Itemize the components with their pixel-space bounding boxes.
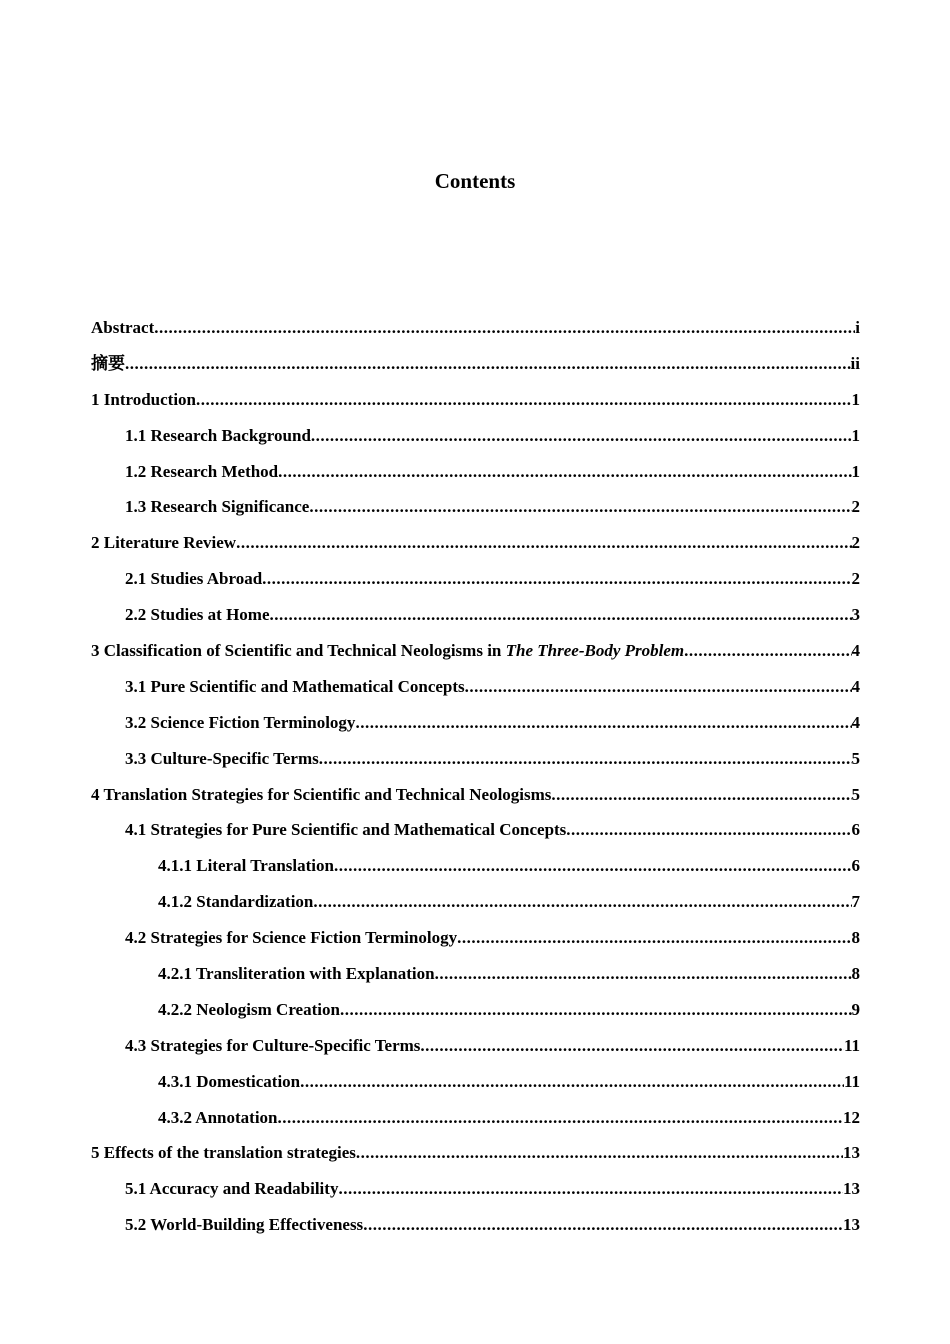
toc-entry[interactable]: [91, 495, 860, 531]
toc-entry[interactable]: [91, 639, 860, 675]
toc-dot-leader: [313, 890, 851, 914]
toc-entry-title-text: 1 Introduction: [91, 389, 197, 409]
toc-entry-page-number: 13: [843, 1179, 860, 1199]
toc-entry-title: [91, 639, 684, 663]
toc-entry[interactable]: [91, 388, 860, 424]
toc-dot-leader: [334, 854, 852, 878]
toc-entry[interactable]: [91, 675, 860, 711]
toc-dot-leader: [338, 1177, 843, 1201]
toc-entry-title-text: 4.2.2 Neologism Creation: [158, 999, 340, 1019]
toc-entry-page-number: 1: [851, 461, 860, 481]
toc-entry-page-number: 2: [851, 497, 860, 517]
toc-dot-leader: [356, 1141, 843, 1165]
toc-entry[interactable]: [91, 1106, 860, 1142]
toc-dot-leader: [363, 1213, 843, 1237]
toc-entry-page-number: 3: [851, 605, 860, 625]
toc-entry[interactable]: [91, 1070, 860, 1106]
toc-entry-page-number: 4: [851, 641, 860, 661]
toc-entry-title-text: 5 Effects of the translation strategies: [91, 1143, 356, 1163]
toc-entry-title-text: 3.2 Science Fiction Terminology: [125, 712, 356, 732]
toc-entry[interactable]: [91, 531, 860, 567]
toc-entry-page-number: i: [855, 318, 860, 337]
toc-entry-page-number: 7: [851, 892, 860, 912]
toc-entry-title-text: 4 Translation Strategies for Scientific and Technical Neologisms: [91, 784, 552, 804]
toc-entry-title: [125, 603, 270, 627]
toc-dot-leader: [300, 1070, 844, 1094]
toc-entry-page-number: 8: [851, 928, 860, 948]
toc-entry-page-number: 2: [851, 569, 860, 589]
toc-entry[interactable]: [91, 818, 860, 854]
toc-entry-title-text: 4.2 Strategies for Science Fiction Terminology: [125, 928, 458, 948]
toc-entry[interactable]: [91, 890, 860, 926]
toc-entry-title-text: 2 Literature Review: [91, 533, 237, 553]
toc-entry-title: [91, 316, 154, 340]
toc-dot-leader: [684, 639, 851, 663]
toc-entry-title-text: 3 Classification of Scientific and Technical Neologisms in: [91, 641, 506, 661]
toc-dot-leader: [236, 531, 851, 555]
toc-entry-page-number: 11: [843, 1035, 860, 1055]
toc-entry-page-number: 13: [843, 1143, 860, 1163]
toc-entry-page-number: 2: [851, 533, 860, 553]
toc-dot-leader: [125, 352, 851, 376]
toc-entry-title-text: 4.3.2 Annotation: [158, 1107, 278, 1127]
toc-entry-title-text: 2.2 Studies at Home: [125, 605, 270, 625]
toc-dot-leader: [319, 747, 852, 771]
toc-dot-leader: [435, 962, 852, 986]
toc-dot-leader: [278, 1106, 844, 1130]
toc-entry-title-italic: The Three-Body Problem: [505, 641, 685, 661]
toc-entry-page-number: 4: [851, 676, 860, 696]
toc-entry-page-number: 11: [843, 1071, 860, 1091]
toc-entry-title-text: 4.3.1 Domestication: [158, 1071, 301, 1091]
toc-entry-title-text: 3.3 Culture-Specific Terms: [125, 748, 319, 768]
toc-entry[interactable]: [91, 998, 860, 1034]
toc-entry-title-text: 2.1 Studies Abroad: [125, 569, 263, 589]
toc-dot-leader: [420, 1034, 844, 1058]
toc-dot-leader: [278, 460, 851, 484]
table-of-contents: [91, 316, 860, 1249]
toc-entry-title-text: 4.2.1 Transliteration with Explanation: [158, 964, 435, 984]
toc-entry[interactable]: [91, 1177, 860, 1213]
toc-entry[interactable]: [91, 783, 860, 819]
toc-entry-page-number: 8: [851, 964, 860, 984]
toc-entry-title: [91, 388, 196, 412]
toc-entry-title: [125, 424, 311, 448]
toc-entry-title: [158, 890, 313, 914]
toc-dot-leader: [457, 926, 851, 950]
toc-entry-title: [91, 531, 236, 555]
toc-entry[interactable]: [91, 460, 860, 496]
toc-entry-page-number: 4: [851, 712, 860, 732]
toc-entry-title: [158, 962, 435, 986]
toc-entry-title: [125, 1177, 338, 1201]
page-title: Contents: [434, 169, 516, 193]
toc-entry-title-text: 4.1 Strategies for Pure Scientific and Mathematical Concepts: [125, 820, 567, 840]
toc-entry-title-text: 4.1.1 Literal Translation: [158, 856, 334, 876]
toc-dot-leader: [465, 675, 852, 699]
toc-entry-page-number: 5: [851, 748, 860, 768]
toc-entry-title: [158, 998, 340, 1022]
toc-entry-page-number: 1: [851, 425, 860, 445]
toc-entry-title: [125, 926, 457, 950]
toc-entry-title: [125, 711, 355, 735]
toc-entry-page-number: 1: [851, 389, 860, 409]
toc-entry[interactable]: [91, 1213, 860, 1249]
toc-entry-title: [158, 1070, 300, 1094]
toc-dot-leader: [551, 783, 851, 807]
toc-entry-title: [158, 1106, 278, 1130]
toc-entry-page-number: 5: [851, 784, 860, 804]
toc-dot-leader: [566, 818, 851, 842]
toc-entry[interactable]: [91, 854, 860, 890]
toc-entry-title-text: 摘要: [91, 353, 125, 373]
toc-entry-title: [125, 567, 262, 591]
toc-entry-title: [125, 495, 309, 519]
toc-entry[interactable]: [91, 747, 860, 783]
toc-entry-title-text: 1.1 Research Background: [125, 425, 311, 445]
toc-entry[interactable]: [91, 603, 860, 639]
toc-entry-page-number: 6: [851, 820, 860, 840]
toc-entry[interactable]: [91, 567, 860, 603]
toc-entry-page-number: 12: [843, 1107, 860, 1127]
toc-entry[interactable]: [91, 424, 860, 460]
toc-dot-leader: [309, 495, 851, 519]
toc-entry-page-number: 9: [851, 999, 860, 1019]
toc-entry-title: [158, 854, 334, 878]
toc-entry-title: [91, 352, 125, 376]
toc-entry[interactable]: [91, 962, 860, 998]
toc-entry-title-text: 3.1 Pure Scientific and Mathematical Concepts: [125, 676, 465, 696]
toc-entry[interactable]: [91, 926, 860, 962]
toc-entry[interactable]: [91, 1034, 860, 1070]
toc-entry-title: [125, 747, 319, 771]
toc-entry-page-number: 6: [851, 856, 860, 876]
toc-entry-title: [125, 675, 465, 699]
toc-entry-title: [91, 783, 551, 807]
toc-entry-title: [125, 1213, 363, 1237]
toc-entry-title-text: 5.1 Accuracy and Readability: [125, 1179, 339, 1199]
toc-entry-title-text: 4.1.2 Standardization: [158, 892, 314, 912]
toc-dot-leader: [262, 567, 851, 591]
toc-entry-title-text: 4.3 Strategies for Culture-Specific Terms: [125, 1035, 421, 1055]
toc-dot-leader: [311, 424, 852, 448]
toc-entry-title: [91, 1141, 356, 1165]
toc-dot-leader: [270, 603, 852, 627]
toc-dot-leader: [154, 316, 855, 340]
toc-entry[interactable]: [91, 352, 860, 388]
toc-dot-leader: [355, 711, 851, 735]
toc-entry-title-text: 5.2 World-Building Effectiveness: [125, 1215, 364, 1235]
toc-dot-leader: [196, 388, 851, 412]
toc-entry[interactable]: [91, 711, 860, 747]
toc-entry-page-number: ii: [850, 353, 860, 373]
toc-entry-title-text: Abstract: [91, 318, 155, 337]
toc-entry[interactable]: [91, 1141, 860, 1177]
toc-dot-leader: [340, 998, 852, 1022]
toc-entry-title: [125, 1034, 420, 1058]
toc-entry-title-text: 1.3 Research Significance: [125, 497, 310, 517]
toc-entry-page-number: 13: [843, 1215, 860, 1235]
toc-entry-title-text: 1.2 Research Method: [125, 461, 279, 481]
toc-entry-title: [125, 818, 566, 842]
toc-entry[interactable]: [91, 316, 860, 352]
toc-entry-title: [125, 460, 278, 484]
